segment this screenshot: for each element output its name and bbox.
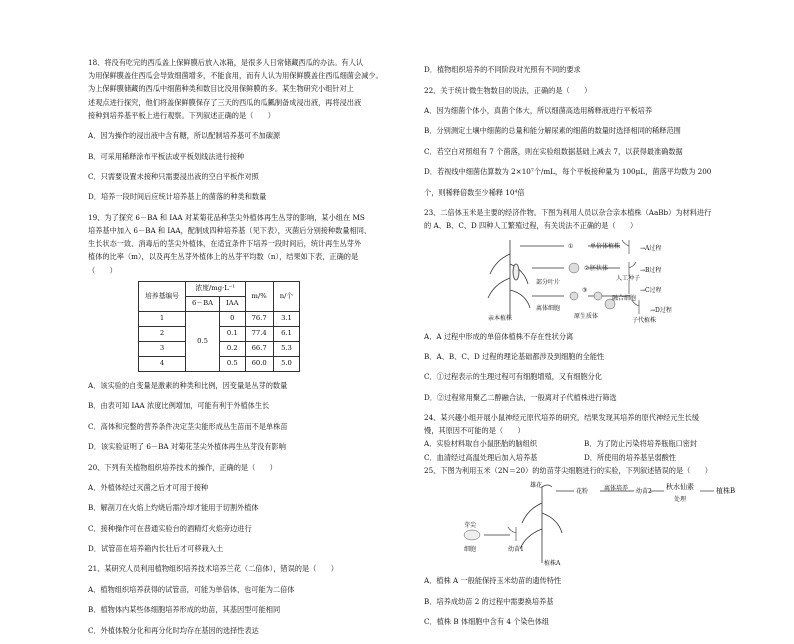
q24-option-a: A．实验材料取自小鼠胚胎的脑组织 — [424, 439, 538, 449]
label-flower: 花粉 — [576, 488, 589, 496]
q19-data-table — [138, 281, 300, 372]
label-process: 处理 — [674, 496, 687, 504]
cell-n: 5.0 — [273, 356, 299, 371]
q20-option-d: D．试管苗在培养箱内长壮后才可移栽入土 — [88, 544, 224, 554]
question-22 — [424, 84, 744, 199]
q19-stem-line: 培养基中加入 6－BA 和 IAA，配制成四种培养基（见下表），灭菌后分别接种数量相同、 — [88, 225, 372, 235]
q23-stem-line: 23、二倍体玉米是主要的经济作物。下图为利用人员以杂合亲本植株（AaBb）为材料进行 — [424, 207, 712, 217]
q20-stem: 20、下列有关植物组织培养技术的操作，正确的是（ ） — [88, 462, 277, 472]
cell-iaa: 0.1 — [220, 326, 246, 341]
q24-options-row1 — [424, 437, 744, 450]
label-cells: 细胞 — [464, 546, 477, 554]
q21-option-a: A．植物组织培养获得的试管苗，可能为单倍体，也可能为二倍体 — [88, 584, 295, 594]
table-row — [139, 311, 300, 326]
cell-id: 4 — [139, 356, 186, 371]
label-tip: 芽尖 — [464, 522, 477, 530]
q18-option-d: D．培养一段时间后应统计培养基上的菌落的种类和数量 — [88, 192, 267, 202]
q19-option-d: D．该实验证明了 6－BA 对菊花茎尖外植体再生丛芽没有影响 — [88, 442, 286, 452]
label-leaf: 部分叶片 — [536, 279, 561, 287]
seedling-icon — [508, 527, 516, 541]
label-fused: 融合细胞 — [612, 295, 637, 303]
q24-option-d: D．所使用的培养基呈弱酸性 — [584, 452, 677, 462]
q18-option-a: A．因为操作的浸出液中含有糖，所以配制培养基可不加碳源 — [88, 131, 281, 141]
question-21 — [88, 562, 406, 636]
q21-option-b: B．植物体内某些体细胞培养形成的幼苗，其基因型可能相同 — [88, 605, 281, 615]
label-stamen: 雄花 — [530, 482, 543, 490]
q20-option-a: A．外植体经过灭菌之后才可用于接种 — [88, 482, 209, 492]
question-20 — [88, 461, 406, 556]
q19-stem-line: 19、为了探究 6－BA 和 IAA 对某菊花品种茎尖外植体再生丛芽的影响，某小组在 MS — [88, 212, 365, 222]
q22-option-d-cont: 个，则稀释倍数至少稀释 10⁴倍 — [424, 187, 525, 197]
question-24 — [424, 411, 744, 464]
label-plantB: 植株B — [716, 487, 736, 496]
cell-m: 76.7 — [245, 311, 273, 326]
label-offspring: 子代植株 — [632, 317, 657, 325]
label-b: →B过程 — [640, 267, 662, 275]
label-circle1: ① — [568, 243, 574, 251]
cell-iaa: 0.2 — [220, 341, 246, 356]
header-6ba: 6－BA — [185, 296, 219, 311]
q25-option-a: A．植株 A 一般能保持玉米幼苗的遗传特性 — [424, 576, 562, 586]
cell-id: 2 — [139, 326, 186, 341]
q24-option-b: B．为了防止污染将培养瓶瓶口密封 — [584, 439, 698, 449]
label-seedling1: 幼苗1 — [508, 546, 524, 554]
q23-option-b: B．A、B、C、D 过程的理论基础都涉及到细胞的全能性 — [424, 351, 605, 361]
q24-option-c: C．血清经过高温处理后加入培养基 — [424, 452, 538, 462]
q22-stem: 22、关于统计微生物数目的说法，正确的是（ ） — [424, 85, 592, 95]
q20-option-c: C．接种操作可在普通实验台的酒精灯火焰旁边进行 — [88, 523, 252, 533]
q22-option-c: C．若空白对照组有 7 个菌落，则在实验组数据基础上减去 7，以获得最准确数据 — [424, 146, 683, 156]
q18-option-b: B．可采用稀释涂布平板法或平板划线法进行接种 — [88, 151, 245, 161]
q18-option-c: C．只需要设置未接种只需要浸出液的空白平板作对照 — [88, 171, 259, 181]
corn-plant-a-icon — [520, 485, 562, 563]
q19-stem-line: （ ） — [88, 265, 117, 275]
q23-stem-line: 的 A、B、C、D 四种人工繁殖过程，有关说法不正确的是（ ） — [424, 221, 638, 231]
q19-option-c: C．高体和完整的营养条件决定茎尖能形成丛生苗而不是单株苗 — [88, 421, 288, 431]
cell-m: 77.4 — [245, 326, 273, 341]
q25-option-c: C．植株 B 体细胞中含有 4 个染色体组 — [424, 617, 550, 627]
header-concentration: 浓度/mg·L⁻¹ — [185, 281, 245, 296]
q25-diagram — [424, 479, 744, 567]
q19-option-a: A．该实验的自变量是激素的种类和比例，因变量是丛芽的数量 — [88, 380, 288, 390]
q18-stem-line: 为用保鲜膜盖住西瓜会导致细菌增多，不能食用，而有人认为用保鲜膜盖住西瓜细菌会减少。 — [88, 71, 383, 81]
header-n: n/个 — [273, 281, 299, 311]
q25-stem: 25、下图为利用玉米（2N＝20）的幼苗芽尖细胞进行的实验，下列叙述错误的是（ ） — [424, 465, 712, 475]
q21-stem: 21、某研究人员利用植物组织培养技术培养兰花（二倍体），错误的是（ ） — [88, 564, 338, 574]
table-row — [139, 356, 300, 371]
q22-option-a: A．因为细菌个体小，真菌个体大，所以细菌高选用稀释液进行平板培养 — [424, 105, 653, 115]
header-iaa: IAA — [220, 296, 246, 311]
label-circle2: ② — [584, 265, 590, 273]
q25-option-b: B．培养成幼苗 2 的过程中需要换培养基 — [424, 596, 554, 606]
q18-stem-line: 接种到培养基平板上进行观察。下列叙述正确的是（ ） — [88, 110, 275, 120]
label-callus: 胚状体 — [590, 265, 609, 273]
q18-stem-line: 18、将没有吃完的西瓜盖上保鲜膜后放入冰箱，是很多人日常储藏西瓜的办法。有人认 — [88, 58, 364, 67]
question-18 — [88, 56, 406, 204]
q23-option-a: A．A 过程中形成的单倍体植株不存在性状分离 — [424, 331, 574, 341]
label-isolated: 离体细胞 — [536, 305, 561, 313]
cell-id: 3 — [139, 341, 186, 356]
label-circle3: ③ — [582, 287, 588, 295]
q24-stem-line: 慢，其原因不可能的是（ ） — [424, 426, 525, 436]
header-m: m/% — [245, 281, 273, 311]
question-25 — [424, 464, 744, 628]
cell-iaa: 0 — [220, 311, 246, 326]
q24-stem-line: 24、某兴趣小组开展小鼠神经元原代培养的研究，结果发现其培养的原代神经元生长缓 — [424, 413, 700, 423]
q19-option-b: B．由表可知 IAA 浓度比例增加，可能有利于外植体生长 — [88, 401, 270, 411]
label-seedling2: 幼苗2 — [636, 488, 652, 496]
q20-option-b: B．解剖刀在火焰上灼烧后需冷却才能用于切割外植体 — [88, 503, 259, 513]
label-d: →D过程 — [650, 307, 672, 315]
label-a: →A过程 — [640, 245, 662, 253]
label-c: →C过程 — [640, 287, 662, 295]
q24-options-row2 — [424, 451, 744, 464]
question-19 — [88, 211, 406, 454]
corn-plant-icon — [488, 240, 530, 318]
q19-stem-line: 植体的比率（m），以及再生丛芽外植体上的丛芽平均数（n），结果如下表，正确的是 — [88, 252, 359, 262]
cell-n: 5.3 — [273, 341, 299, 356]
header-medium: 培养基编号 — [139, 281, 186, 311]
q23-diagram — [424, 234, 744, 325]
cell-m: 66.7 — [245, 341, 273, 356]
cell-n: 3.1 — [273, 311, 299, 326]
q23-option-d: D．②过程常用聚乙二醇融合法，一般离对子代植株进行筛选 — [424, 392, 617, 402]
q22-option-b: B．分别测定土壤中细菌的总量和能分解尿素的细菌的数量时选择相同的稀释范围 — [424, 126, 681, 136]
q21-option-d: D．植物组织培养的不同阶段对光照有不同的要求 — [424, 65, 581, 75]
q22-option-d: D．若视线中细菌估算数为 2×10⁷个/mL，每个平板接种量为 100μL，菌落平均数为 200 — [424, 167, 712, 177]
cell-6ba: 0.5 — [185, 311, 219, 371]
q19-stem-line: 生长状态一致、消毒后的茎尖外植体，在适宜条件下培养一段时间后，统计再生丛芽外 — [88, 239, 362, 249]
right-column — [424, 56, 744, 635]
q18-stem-line: 述观点进行探究，他们将盖保鲜膜保存了三天的西瓜的瓜瓤制备成浸出液，再将浸出液 — [88, 97, 362, 107]
q21-option-c: C．外植体脱分化和再分化时均存在基因的选择性表达 — [88, 625, 259, 635]
cell-m: 60.0 — [245, 356, 273, 371]
left-column — [88, 56, 406, 644]
label-seed: 人工种子 — [616, 275, 641, 283]
label-single: 单倍体植株 — [590, 243, 621, 251]
q18-stem-line: 为上保鲜膜储藏的西瓜中细菌种类和数目比没用保鲜膜的多。某生物研究小组针对上 — [88, 84, 354, 94]
table-row — [139, 326, 300, 341]
question-23 — [424, 206, 744, 404]
label-colchicine: 秋水仙素 — [666, 483, 694, 492]
label-protoplast: 原生质体 — [574, 313, 599, 321]
q23-diagram-svg — [424, 234, 744, 322]
label-parent: 亲本植株 — [488, 315, 513, 323]
cell-id: 1 — [139, 311, 186, 326]
q23-option-c: C．①过程表示的生理过程可有细胞增殖，又有细胞分化 — [424, 372, 603, 382]
cell-n: 6.1 — [273, 326, 299, 341]
label-culture: 离体培养 — [604, 485, 629, 493]
label-plantA: 植株A — [544, 560, 561, 568]
cell-iaa: 0.5 — [220, 356, 246, 371]
table-row — [139, 341, 300, 356]
